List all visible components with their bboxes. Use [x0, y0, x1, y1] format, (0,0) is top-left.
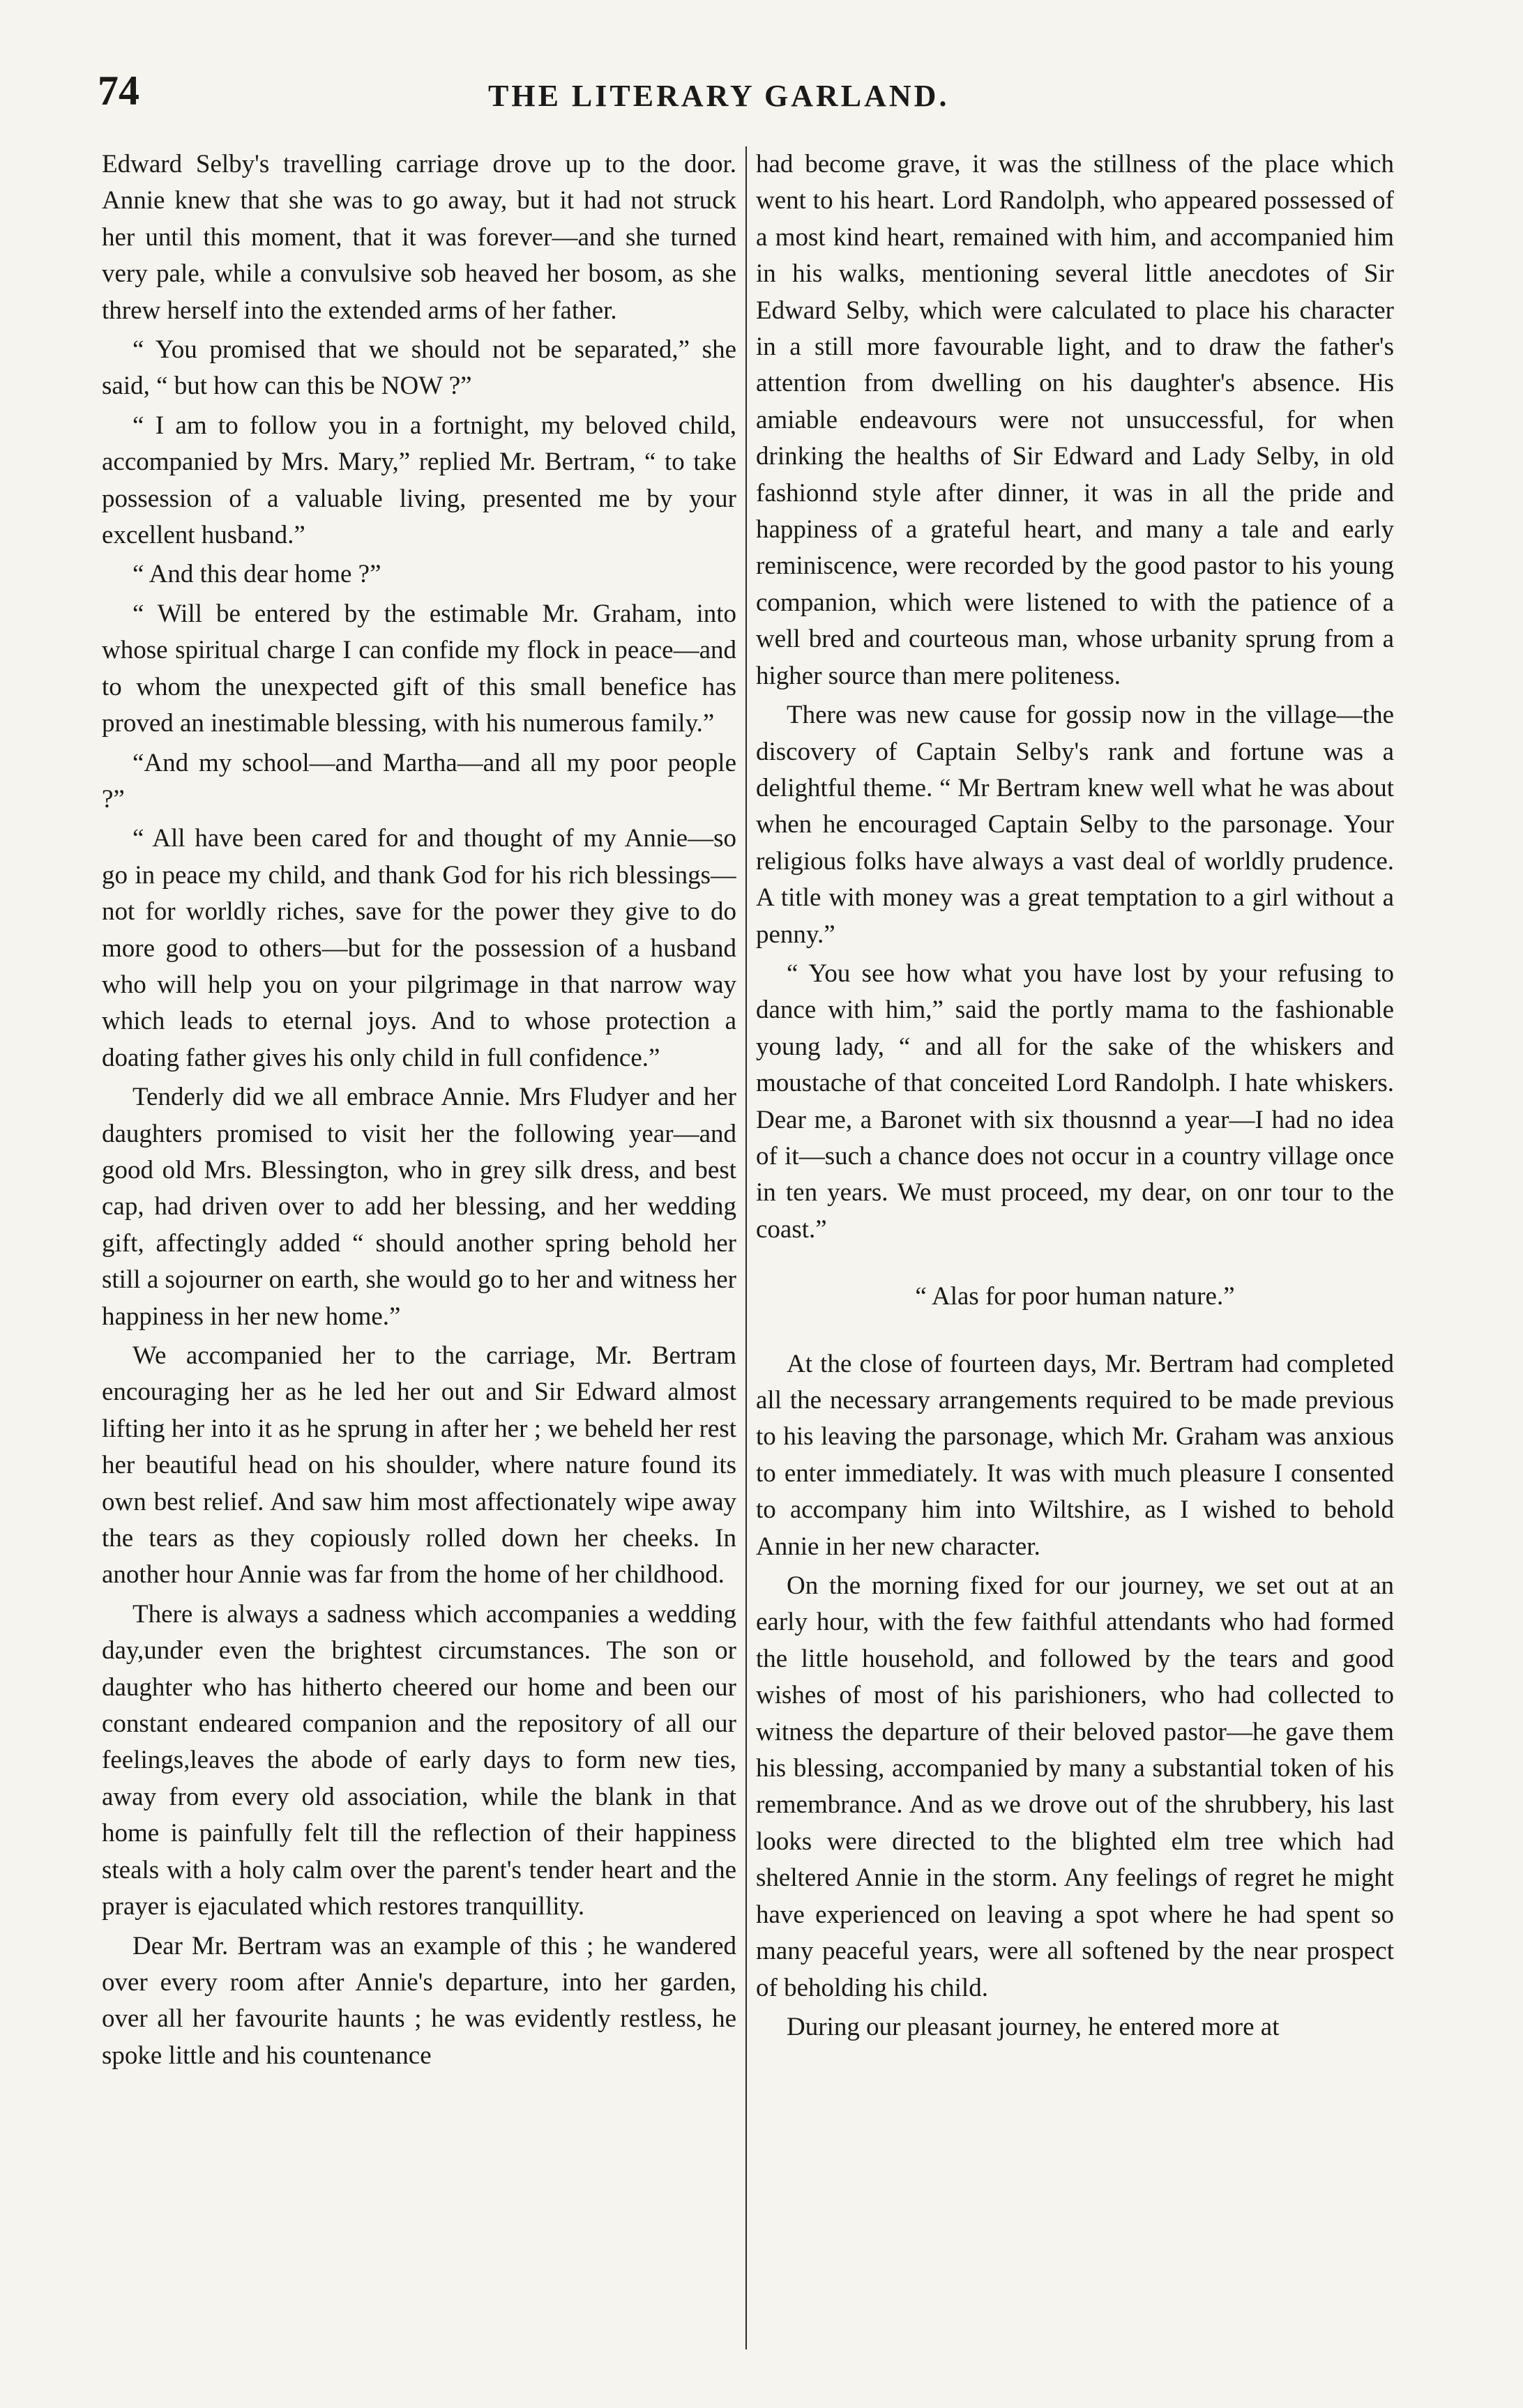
running-title: THE LITERARY GARLAND.	[488, 79, 950, 113]
right-column	[756, 146, 1394, 2356]
paragraph: During our pleasant journey, he entered more at	[787, 2012, 1280, 2041]
paragraph: had become grave, it was the stillness of the place which went to his heart. Lord Randolph, who appeared possessed of a most kind heart, remained with him, and accompanied him in his walks, mentioning several little anecdotes of Sir Edward Selby, which were calculated to place his character in a still more favourable light, and to draw the father's attention from dwelling on his daughter's absence. His amiable endeavours were not unsuccessful, for when drinking the healths of Sir Edward and Lady Selby, in old fashionnd style after dinner, it was in all the pride and happiness of a grateful heart, and many a tale and early reminiscence, were recorded by the good pastor to his young companion, which were listened to with the patience of a well bred and courteous man, whose urbanity sprung from a higher source than mere politeness.	[756, 150, 1394, 690]
paragraph: “ And this dear home ?”	[132, 560, 381, 589]
page-number: 74	[98, 68, 139, 114]
paragraph: Tenderly did we all embrace Annie. Mrs Fludyer and her daughters promised to visit her the following year—and good old Mrs. Blessington, who in grey silk dress, and best cap, had driven over to add her blessing, and her wedding gift, affectingly added “ should another spring behold her still a sojourner on earth, she would go to her and witness her happiness in her new home.”	[102, 1083, 736, 1331]
column-divider	[745, 146, 747, 2349]
paragraph: There was new cause for gossip now in the village—the discovery of Captain Selby's rank and fortune was a delightful theme. “ Mr Bertram knew well what he was about when he encouraged Captain Selby to the parsonage. Your religious folks have always a vast deal of worldly prudence. A title with money was a great temptation to a girl without a penny.”	[756, 701, 1394, 949]
paragraph: Dear Mr. Bertram was an example of this ; he wandered over every room after Annie's departure, into her garden, over all her favourite haunts ; he was evidently restless, he spoke little and his countenance	[102, 1931, 736, 2070]
paragraph: “ You promised that we should not be separated,” she said, “ but how can this be NOW ?”	[102, 335, 736, 401]
paragraph: “ I am to follow you in a fortnight, my beloved child, accompanied by Mrs. Mary,” replied Mr. Bertram, “ to take possession of a valuable living, presented me by your excellent husband.”	[102, 411, 736, 550]
left-column	[102, 146, 736, 2356]
paragraph: “ All have been cared for and thought of my Annie—so go in peace my child, and thank God for his rich blessings—not for worldly riches, save for the power they give to do more good to others—but for the possession of a husband who will help you on your pilgrimage in that narrow way which leads to eternal joys. And to whose protection a doating father gives his only child in full confidence.”	[102, 824, 736, 1072]
paragraph: Edward Selby's travelling carriage drove up to the door. Annie knew that she was to go away, but it had not struck her until this moment, that it was forever—and she turned very pale, while a convulsive sob heaved her bosom, as she threw herself into the extended arms of her father.	[102, 150, 736, 325]
paragraph: There is always a sadness which accompanies a wedding day,under even the brightest circumstances. The son or daughter who has hitherto cheered our home and been our constant endeared companion and the repository of all our feelings,leaves the abode of early days to form new ties, away from every old association, while the blank in that home is painfully felt till the reflection of their happiness steals with a holy calm over the parent's tender heart and the prayer is ejaculated which restores tranquillity.	[102, 1599, 736, 1921]
paragraph: On the morning fixed for our journey, we set out at an early hour, with the few faithful attendants who had formed the little household, and followed by the tears and good wishes of most of his parishioners, who had collected to witness the departure of their beloved pastor—he gave them his blessing, accompanied by many a substantial token of his remembrance. And as we drove out of the shrubbery, his last looks were directed to the blighted elm tree which had sheltered Annie in the storm. Any feelings of regret he might have experienced on leaving a spot where he had spent so many peaceful years, were all softened by the near prospect of beholding his child.	[756, 1571, 1394, 2002]
paragraph: “And my school—and Martha—and all my poor people ?”	[102, 748, 736, 814]
paragraph: At the close of fourteen days, Mr. Bertram had completed all the necessary arrangements required to be made previous to his leaving the parsonage, which Mr. Graham was anxious to enter immediately. It was with much pleasure I consented to accompany him into Wiltshire, as I wished to behold Annie in her new character.	[756, 1349, 1394, 1561]
paragraph: “ Will be entered by the estimable Mr. Graham, into whose spiritual charge I can confide my flock in peace—and to whom the unexpected gift of this small benefice has proved an inestimable blessing, with his numerous family.”	[102, 599, 736, 738]
paragraph-centered: “ Alas for poor human nature.”	[915, 1282, 1235, 1311]
paragraph: We accompanied her to the carriage, Mr. Bertram encouraging her as he led her out and Sir Edward almost lifting her into it as he sprung in after her ; we beheld her rest her beautiful head on his shoulder, where nature found its own best relief. And saw him most affectionately wipe away the tears as they copiously rolled down her cheeks. In another hour Annie was far from the home of her childhood.	[102, 1341, 736, 1590]
paragraph: “ You see how what you have lost by your refusing to dance with him,” said the portly mama to the fashionable young lady, “ and all for the sake of the whiskers and moustache of that conceited Lord Randolph. I hate whiskers. Dear me, a Baronet with six thousnnd a year—I had no idea of it—such a chance does not occur in a country village once in ten years. We must proceed, my dear, on onr tour to the coast.”	[756, 959, 1394, 1244]
